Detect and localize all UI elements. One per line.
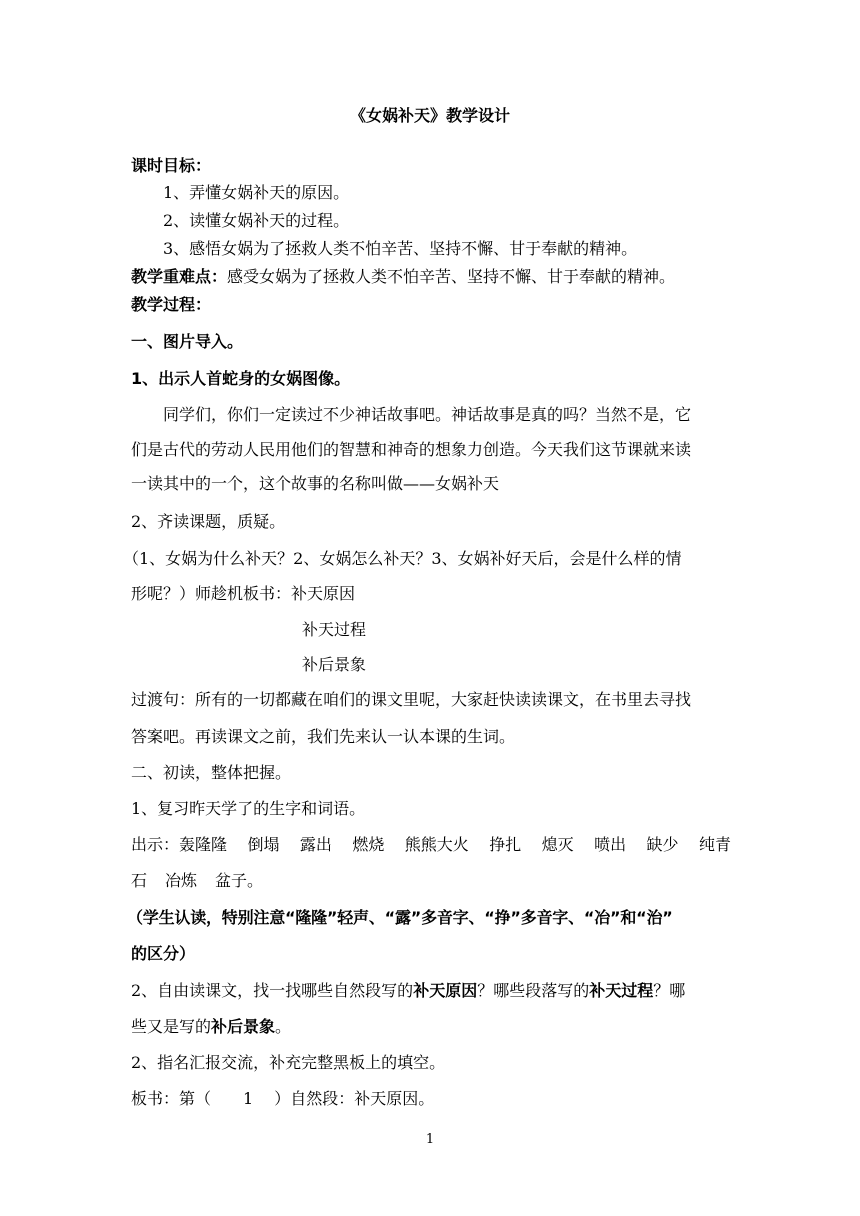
free-read-line [131, 1017, 731, 1037]
free-read-line [131, 981, 731, 1001]
intro-paragraph-line: 同学们，你们一定读过不少神话故事吧。神话故事是真的吗？当然不是，它 [163, 405, 692, 424]
vocab-word: 熄灭 [541, 835, 574, 854]
intro-paragraph-line: 一读其中的一个，这个故事的名称叫做——女娲补天 [131, 474, 500, 493]
keypoint-text: 感受女娲为了拯救人类不怕辛苦、坚持不懈、甘于奉献的精神。 [227, 267, 676, 286]
report-line: 2、指名汇报交流，补充完整黑板上的填空。 [131, 1053, 446, 1072]
page-number: 1 [425, 1132, 435, 1147]
board-item: 补后景象 [302, 655, 367, 674]
question-line: （1、女娲为什么补天？2、女娲怎么补天？3、女娲补好天后，会是什么样的情 [123, 549, 682, 568]
vocab-word: 燃烧 [352, 835, 385, 854]
note-line: 的区分） [131, 944, 196, 963]
vocab-word: 冶炼 [165, 871, 198, 890]
free-read-text: ？哪些段落写的 [477, 981, 590, 1000]
vocab-word: 露出 [299, 835, 332, 854]
vocab-word: 盆子。 [215, 871, 264, 890]
step-line: 2、齐读课题，质疑。 [131, 512, 286, 531]
board-line: 板书：第（ 1 ）自然段：补天原因。 [131, 1089, 435, 1108]
free-read-text: 2、自由读课文，找一找哪些自然段写的 [131, 981, 414, 1000]
goal-item: 1、弄懂女娲补天的原因。 [163, 183, 350, 202]
vocab-word: 石 [131, 871, 148, 890]
vocab-word: 挣扎 [489, 835, 522, 854]
vocab-row [131, 835, 731, 855]
intro-paragraph-line: 们是古代的劳动人民用他们的智慧和神奇的想象力创造。今天我们这节课就来读 [131, 440, 692, 459]
section-heading: 二、初读，整体把握。 [131, 763, 292, 782]
free-read-text: 。 [275, 1017, 292, 1036]
vocab-word: 倒塌 [247, 835, 280, 854]
step-heading: 1、出示人首蛇身的女娲图像。 [131, 369, 351, 388]
vocab-word: 缺少 [646, 835, 679, 854]
vocab-word: 熊熊大火 [404, 835, 469, 854]
vocab-row [131, 871, 731, 891]
section-heading: 一、图片导入。 [131, 332, 244, 351]
transition-line: 答案吧。再读课文之前，我们先来认一认本课的生词。 [131, 727, 516, 746]
keypoint-label: 教学重难点： [131, 267, 228, 286]
step-line: 1、复习昨天学了的生字和词语。 [131, 799, 366, 818]
free-read-bold: 补天原因 [413, 981, 478, 1000]
keypoint-line [131, 267, 731, 287]
free-read-text: 些又是写的 [131, 1017, 212, 1036]
vocab-label: 出示： [131, 835, 180, 854]
free-read-text: ？哪 [653, 981, 686, 1000]
transition-line: 过渡句：所有的一切都藏在咱们的课文里呢，大家赶快读读课文，在书里去寻找 [131, 690, 692, 709]
goal-item: 3、感悟女娲为了拯救人类不怕辛苦、坚持不懈、甘于奉献的精神。 [163, 239, 638, 258]
board-item: 补天过程 [302, 620, 367, 639]
vocab-word: 轰隆隆 [179, 835, 228, 854]
question-line: 形呢？）师趁机板书：补天原因 [131, 584, 356, 603]
process-heading: 教学过程： [131, 295, 212, 314]
document-title: 《女娲补天》教学设计 [349, 106, 510, 125]
vocab-word: 喷出 [594, 835, 627, 854]
vocab-word: 纯青 [698, 835, 731, 854]
vocab-label-group [131, 835, 227, 855]
free-read-bold: 补天过程 [589, 981, 654, 1000]
goal-item: 2、读懂女娲补天的过程。 [163, 211, 350, 230]
goals-heading: 课时目标： [131, 156, 212, 175]
note-line: （学生认读，特别注意“隆隆”轻声、“露”多音字、“挣”多音字、“冶”和“治” [127, 908, 673, 927]
free-read-bold: 补后景象 [211, 1017, 276, 1036]
